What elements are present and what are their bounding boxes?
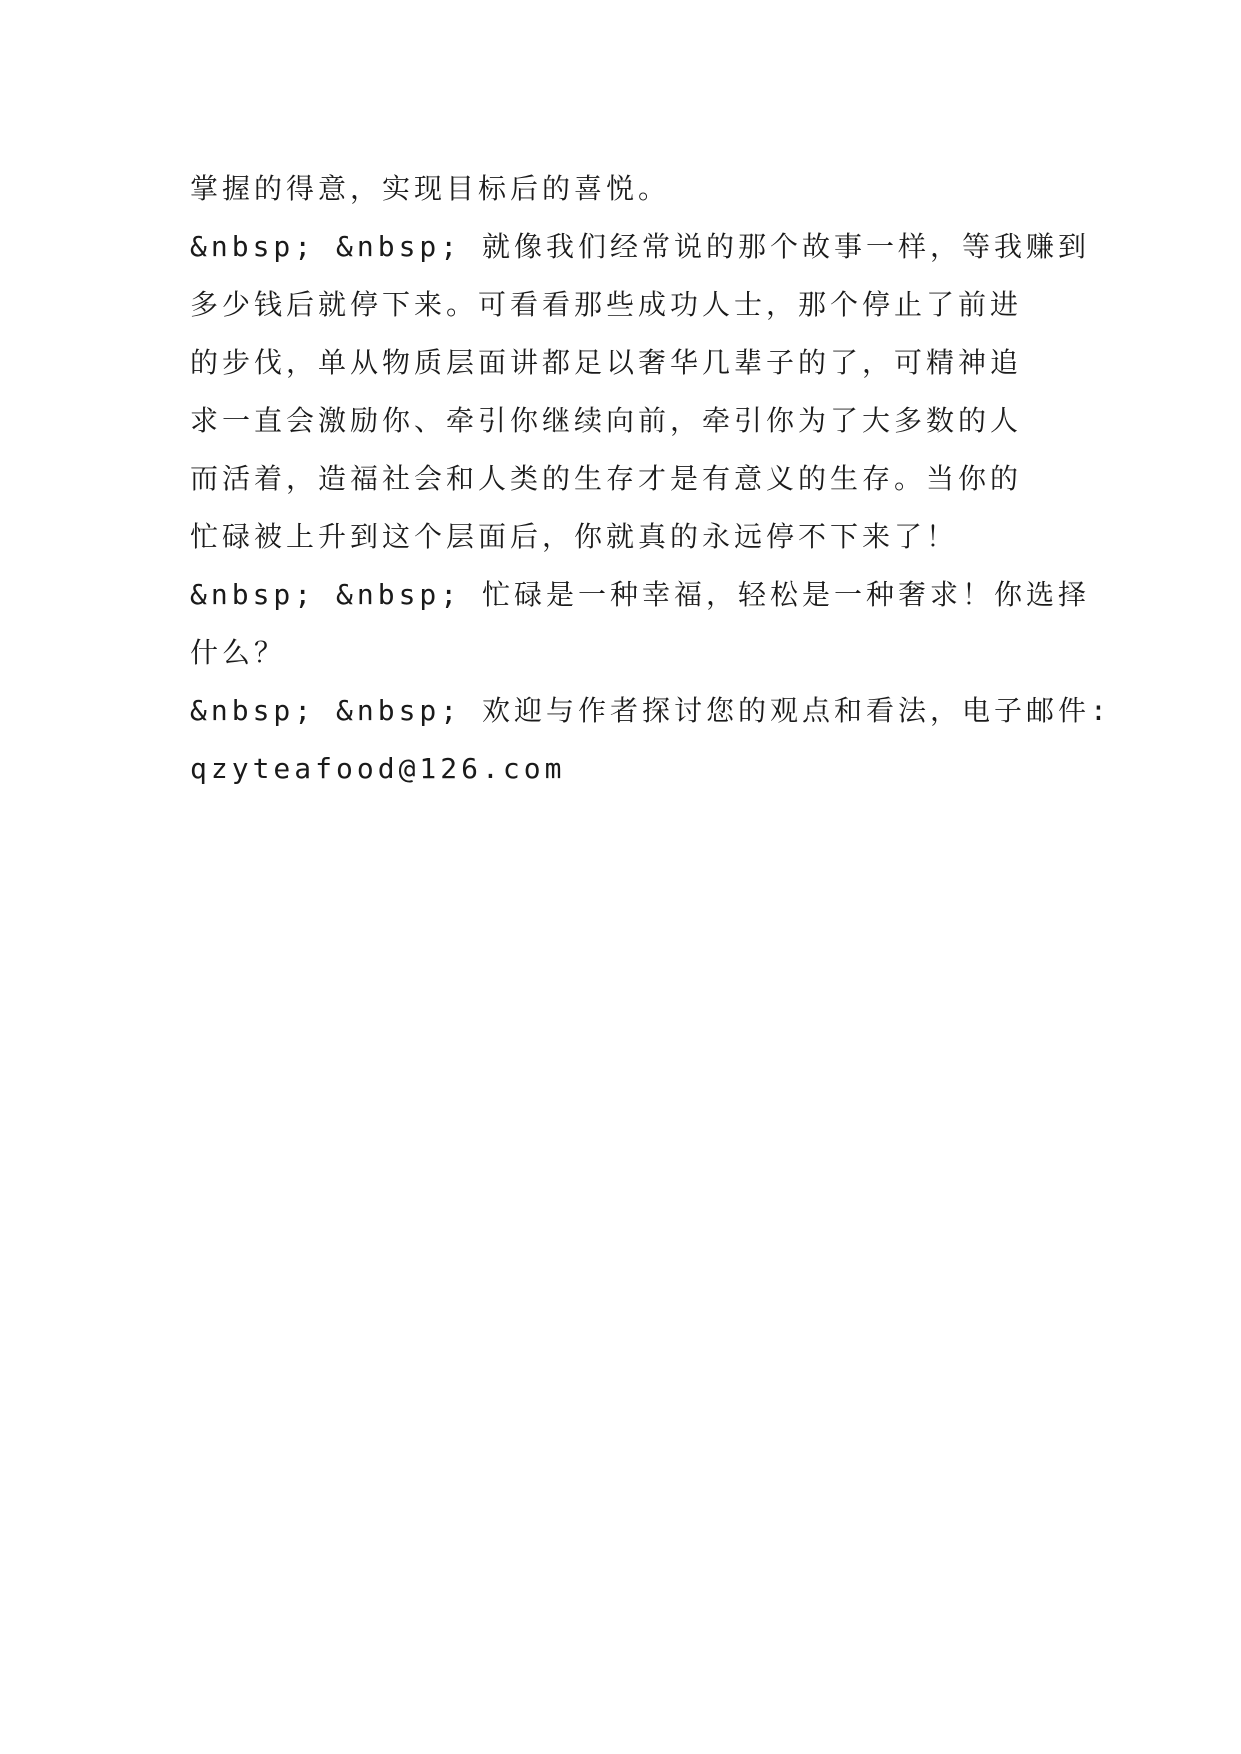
text-line: &nbsp; &nbsp; 欢迎与作者探讨您的观点和看法，电子邮件: [190,694,1111,727]
text-line: 忙碌被上升到这个层面后，你就真的永远停不下来了！ [190,520,959,553]
text-line: &nbsp; &nbsp; 就像我们经常说的那个故事一样，等我赚到 [190,230,1091,263]
document-body [190,160,1111,798]
text-line: 求一直会激励你、牵引你继续向前，牵引你为了大多数的人 [190,404,1023,437]
text-line: 多少钱后就停下来。可看看那些成功人士，那个停止了前进 [190,288,1023,321]
text-line: &nbsp; &nbsp; 忙碌是一种幸福，轻松是一种奢求！你选择 [190,578,1091,611]
email-address: qzyteafood@126.com [190,752,566,785]
text-line: 的步伐，单从物质层面讲都足以奢华几辈子的了，可精神追 [190,346,1023,379]
text-line: 而活着，造福社会和人类的生存才是有意义的生存。当你的 [190,462,1023,495]
text-line: 掌握的得意，实现目标后的喜悦。 [190,172,671,205]
text-line: 什么？ [190,636,287,669]
